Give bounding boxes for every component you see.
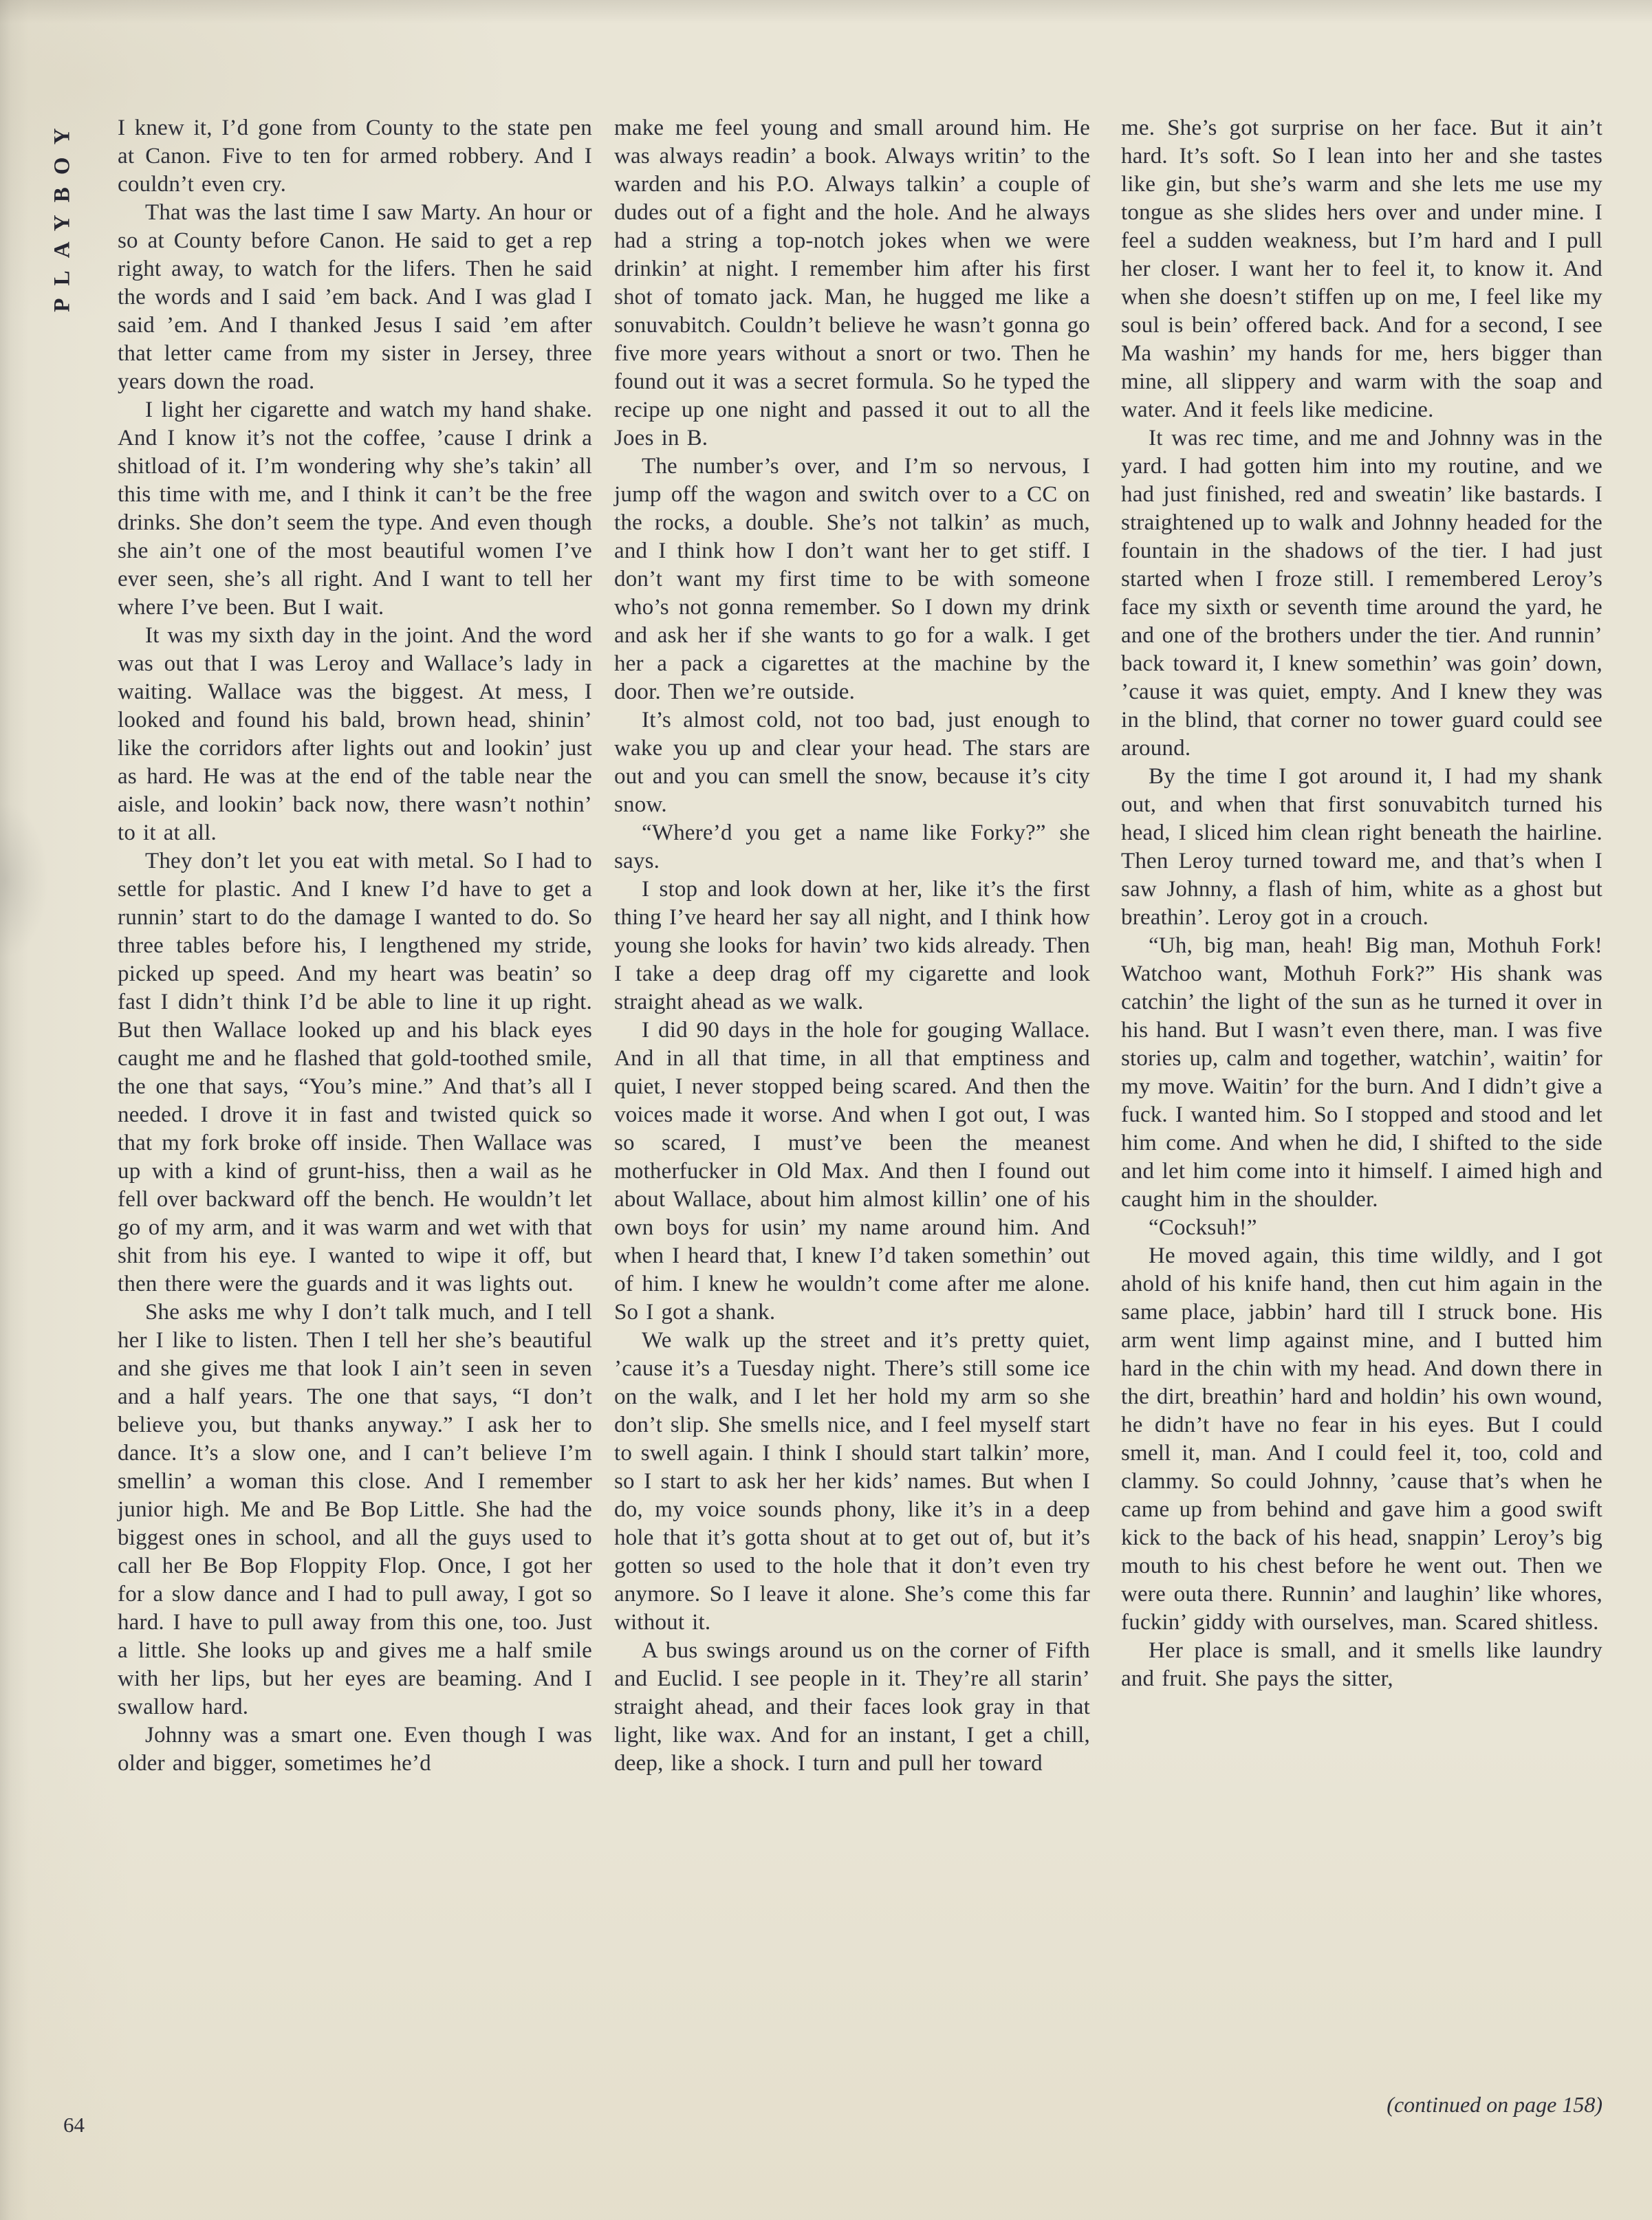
paragraph: I did 90 days in the hole for gouging Wallace. And in all that time, in all that emptiness and quiet, I never stopped being scared. And then the voices made it worse. And when I got out, I was so scared, I must’ve been the meanest motherfucker in Old Max. And then I found out about Wallace, about him almost killin’ one of his own boys for usin’ my name around him. And when I heard that, I knew I’d taken somethin’ out of him. I knew he wouldn’t come after me alone. So I got a shank.: [614, 1018, 1090, 1325]
paragraph: “Uh, big man, heah! Big man, Mothuh Fork! Watchoo want, Mothuh Fork?” His shank was catchin’ the light of the sun as he turned it over in his hand. But I wasn’t even there, man. I was five stories up, calm and together, watchin’, waitin’ for my move. Waitin’ for the burn. And I didn’t give a fuck. I wanted him. So I stopped and stood and let him come. And when he did, I shifted to the side and let him come into it himself. I aimed high and caught him in the shoulder.: [1121, 933, 1602, 1212]
paragraph: He moved again, this time wildly, and I got ahold of his knife hand, then cut him again in the same place, jabbin’ hard till I struck bone. His arm went limp against mine, and I butted him hard in the chin with my head. And down there in the dirt, breathin’ hard and holdin’ his own wound, he didn’t have no fear in his eyes. But I could smell it, man. And I could feel it, too, cold and clammy. So could Johnny, ’cause that’s when he came up from behind and gave him a good swift kick to the back of his head, snappin’ Leroy’s big mouth to his chest before he went out. Then we were outa there. Runnin’ and laughin’ like whores, fuckin’ giddy with ourselves, man. Scared shitless.: [1121, 1243, 1602, 1635]
paragraph: “Where’d you get a name like Forky?” she says.: [614, 820, 1090, 873]
paragraph: It was my sixth day in the joint. And the word was out that I was Leroy and Wallace’s lady in waiting. Wallace was the biggest. At mess, I looked and found his bald, brown head, shinin’ like the corridors after lights out and lookin’ just as hard. He was at the end of the table near the aisle, and lookin’ back now, there wasn’t nothin’ to it at all.: [118, 623, 592, 845]
paragraph: me. She’s got surprise on her face. But it ain’t hard. It’s soft. So I lean into her and she tastes like gin, but she’s warm and she lets me use my tongue as she slides hers over and under mine. I feel a sudden weakness, but I’m hard and I pull her closer. I want her to feel it, to know it. And when she doesn’t stiffen up on me, I feel like my soul is bein’ offered back. And for a second, I see Ma washin’ my hands for me, hers bigger than mine, all slippery and warm with the soap and water. And it feels like medicine.: [1121, 116, 1602, 422]
text-column-3: [1121, 114, 1602, 1693]
paragraph: I light her cigarette and watch my hand shake. And I know it’s not the coffee, ’cause I drink a shitload of it. I’m wondering why she’s takin’ all this time with me, and I think it can’t be the free drinks. She don’t seem the type. And even though she ain’t one of the most beautiful women I’ve ever seen, she’s all right. And I want to tell her where I’ve been. But I wait.: [118, 398, 592, 620]
paragraph: A bus swings around us on the corner of Fifth and Euclid. I see people in it. They’re all starin’ straight ahead, and their faces look gray in that light, like wax. And for an instant, I get a chill, deep, like a shock. I turn and pull her toward: [614, 1638, 1090, 1776]
magazine-spine-label: PLAYBOY: [50, 116, 75, 312]
page-number: 64: [63, 2113, 85, 2137]
paragraph: They don’t let you eat with metal. So I had to settle for plastic. And I knew I’d have to get a runnin’ start to do the damage I wanted to do. So three tables before his, I lengthened my stride, picked up speed. And my heart was beatin’ so fast I didn’t think I’d be able to line it up right. But then Wallace looked up and his black eyes caught me and he flashed that gold-toothed smile, the one that says, “You’s mine.” And that’s all I needed. I drove it in fast and twisted quick so that my fork broke off inside. Then Wallace was up with a kind of grunt-hiss, then a wail as he fell over backward off the bench. He wouldn’t let go of my arm, and it was warm and wet with that shit from his eye. I wanted to wipe it off, but then there were the guards and it was lights out.: [118, 849, 592, 1296]
paragraph: She asks me why I don’t talk much, and I tell her I like to listen. Then I tell her she’s beautiful and she gives me that look I ain’t seen in seven and a half years. The one that says, “I don’t believe you, but thanks anyway.” I ask her to dance. It’s a slow one, and I can’t believe I’m smellin’ a woman this close. And I remember junior high. Me and Be Bop Little. She had the biggest ones in school, and all the guys used to call her Be Bop Floppity Flop. Once, I got her for a slow dance and I had to pull away, I got so hard. I have to pull away from this one, too. Just a little. She looks up and gives me a half smile with her lips, but her eyes are beaming. And I swallow hard.: [118, 1300, 592, 1719]
paragraph: Her place is small, and it smells like laundry and fruit. She pays the sitter,: [1121, 1638, 1602, 1691]
paragraph: I stop and look down at her, like it’s the first thing I’ve heard her say all night, and I think how young she looks for havin’ two kids already. Then I take a deep drag off my cigarette and look straight ahead as we walk.: [614, 877, 1090, 1014]
paragraph: Johnny was a smart one. Even though I was older and bigger, sometimes he’d: [118, 1723, 592, 1776]
paragraph: It’s almost cold, not too bad, just enough to wake you up and clear your head. The stars are out and you can smell the snow, because it’s city snow.: [614, 708, 1090, 817]
continued-note: (continued on page 158): [1387, 2092, 1602, 2117]
text-column-2: [614, 114, 1090, 1778]
paragraph: The number’s over, and I’m so nervous, I jump off the wagon and switch over to a CC on the rocks, a double. She’s not talkin’ as much, and I think how I don’t want her to get stiff. I don’t want my first time to be with someone who’s not gonna remember. So I down my drink and ask her if she wants to go for a walk. I get her a pack a cigarettes at the machine by the door. Then we’re outside.: [614, 454, 1090, 704]
paragraph: make me feel young and small around him. He was always readin’ a book. Always writin’ to the warden and his P.O. Always talkin’ a couple of dudes out of a fight and the hole. And he always had a string a top-notch jokes when we were drinkin’ at night. I remember him after his first shot of tomato jack. Man, he hugged me like a sonuvabitch. Couldn’t believe he wasn’t gonna go five more years without a snort or two. Then he found out it was a secret formula. So he typed the recipe up one night and passed it out to all the Joes in B.: [614, 116, 1090, 450]
text-column-1: [118, 114, 592, 1778]
paragraph: That was the last time I saw Marty. An hour or so at County before Canon. He said to get a rep right away, to watch for the lifers. Then he said the words and I said ’em back. And I was glad I said ’em. And I thanked Jesus I said ’em after that letter came from my sister in Jersey, three years down the road.: [118, 200, 592, 394]
paragraph: By the time I got around it, I had my shank out, and when that first sonuvabitch turned his head, I sliced him clean right beneath the hairline. Then Leroy turned toward me, and that’s when I saw Johnny, a flash of him, white as a ghost but breathin’. Leroy got in a crouch.: [1121, 764, 1602, 930]
paragraph: I knew it, I’d gone from County to the state pen at Canon. Five to ten for armed robbery. And I couldn’t even cry.: [118, 116, 592, 197]
paragraph: We walk up the street and it’s pretty quiet, ’cause it’s a Tuesday night. There’s still some ice on the walk, and I let her hold my arm so she don’t slip. She smells nice, and I feel myself start to swell again. I think I should start talkin’ more, so I start to ask her her kids’ names. But when I do, my voice sounds phony, like it’s in a deep hole that it’s gotta shout at to get out of, but it’s gotten so used to the hole that it don’t even try anymore. So I leave it alone. She’s come this far without it.: [614, 1328, 1090, 1635]
paragraph: It was rec time, and me and Johnny was in the yard. I had gotten him into my routine, and we had just finished, red and sweatin’ like bastards. I straightened up to walk and Johnny headed for the fountain in the shadows of the tier. I had just started when I froze still. I remembered Leroy’s face my sixth or seventh time around the yard, he and one of the brothers under the tier. And runnin’ back toward it, I knew somethin’ was goin’ down, ’cause it was quiet, empty. And I knew they was in the blind, that corner no tower guard could see around.: [1121, 426, 1602, 761]
paragraph: “Cocksuh!”: [1149, 1215, 1257, 1240]
